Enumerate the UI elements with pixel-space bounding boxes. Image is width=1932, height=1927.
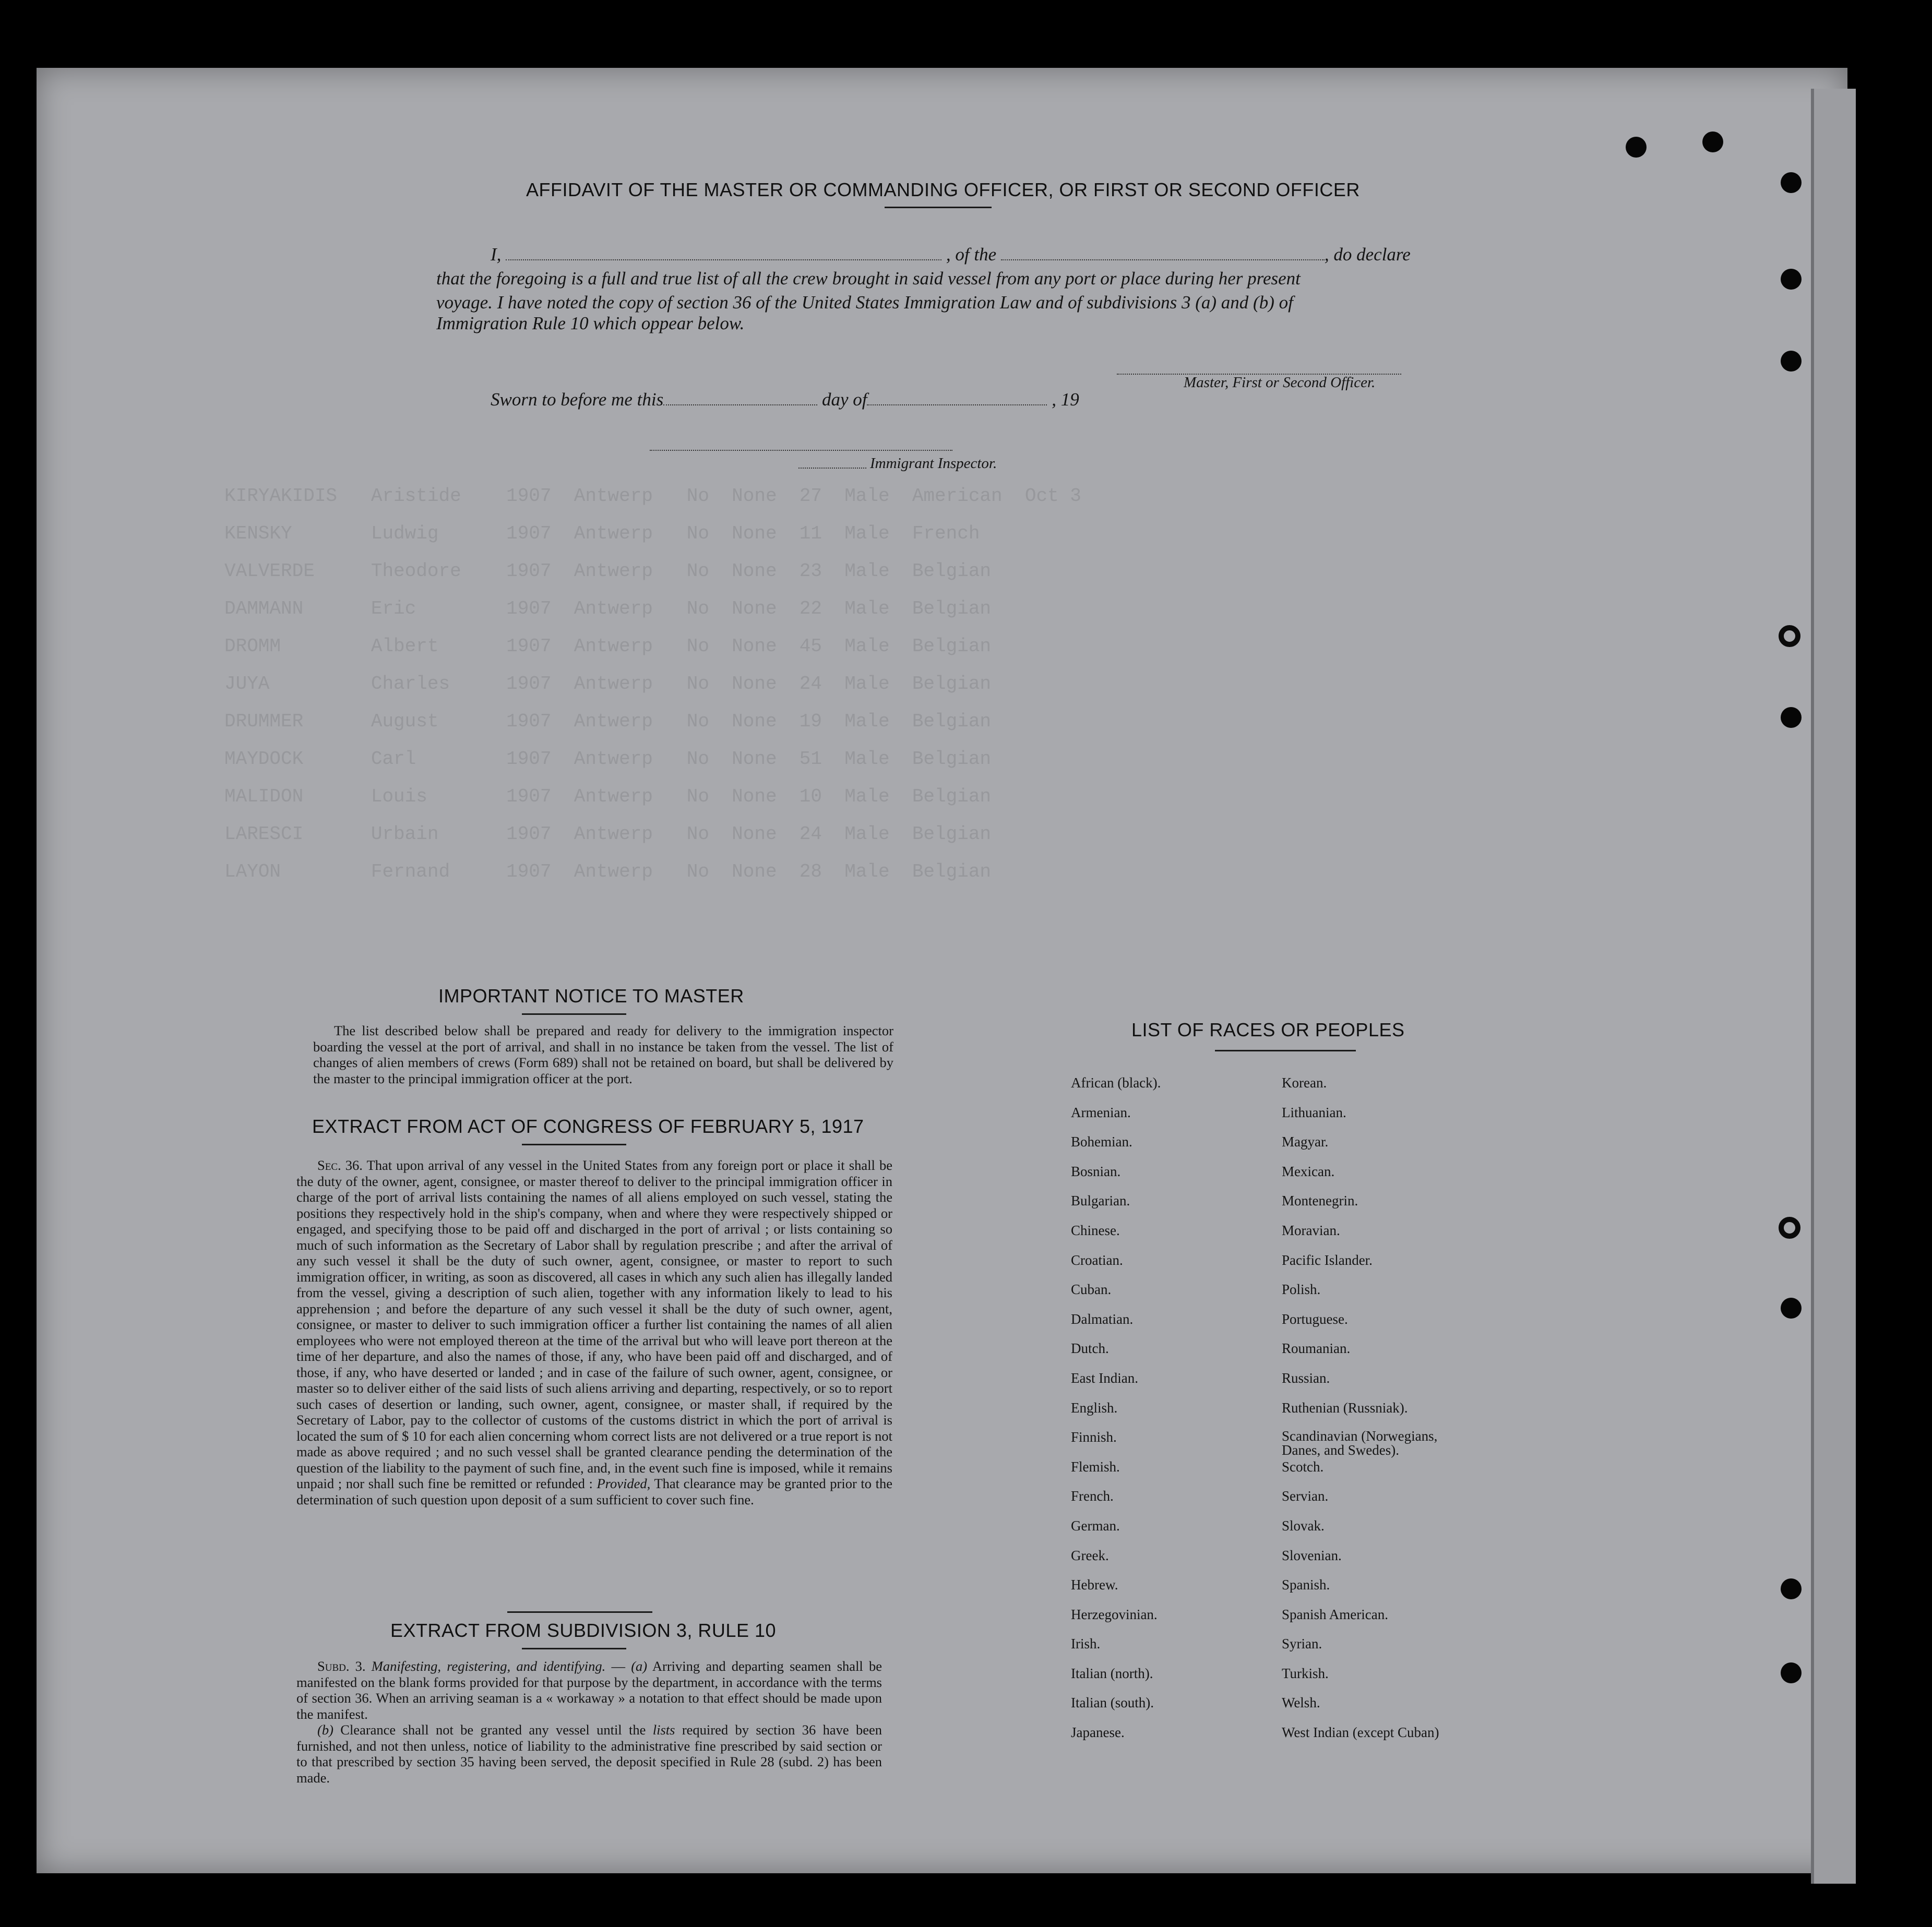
do-declare-label: , do declare: [1324, 244, 1411, 265]
races-title: LIST OF RACES OR PEOPLES: [1131, 1019, 1405, 1040]
of-the-label: , of the: [946, 244, 997, 265]
punch-hole: [1781, 351, 1802, 372]
notice-text: [313, 1023, 893, 1086]
race-item: Portuguese.: [1282, 1311, 1348, 1327]
rule-title: EXTRACT FROM SUBDIVISION 3, RULE 10: [390, 1620, 776, 1641]
race-item: Dalmatian.: [1071, 1311, 1134, 1327]
punch-hole: [1779, 625, 1800, 647]
race-item: Italian (north).: [1071, 1665, 1153, 1681]
notice-title: IMPORTANT NOTICE TO MASTER: [438, 985, 744, 1007]
section-36-text-end: That clearance may be granted prior to the determination of such question upon deposit of a sum sufficient to cover such fine.: [296, 1476, 893, 1507]
race-item: Ruthenian (Russniak).: [1282, 1399, 1408, 1416]
inspector-signature-field[interactable]: [650, 436, 952, 451]
subdivision-label: Subd. 3.: [317, 1658, 366, 1674]
declaration-line-3: voyage. I have noted the copy of section 36 of the United States Immigration Law and of subdivisions 3 (a) and (b) of: [436, 292, 1293, 313]
race-item: Croatian.: [1071, 1252, 1123, 1268]
race-item: Italian (south).: [1071, 1695, 1154, 1711]
race-item: Pacific Islander.: [1282, 1252, 1373, 1268]
clause-b-lists: lists: [652, 1722, 675, 1738]
race-item: Roumanian.: [1282, 1340, 1351, 1357]
race-item: West Indian (except Cuban): [1282, 1725, 1439, 1741]
subdivision-heading: Manifesting, registering, and identifying.: [371, 1658, 606, 1674]
clause-b-text: Clearance shall not be granted any vessel until the: [340, 1722, 646, 1738]
race-item: Lithuanian.: [1282, 1104, 1346, 1120]
race-item: Slovak.: [1282, 1517, 1325, 1534]
clause-b-label: (b): [317, 1722, 333, 1738]
race-item: Mexican.: [1282, 1163, 1335, 1179]
race-item: Flemish.: [1071, 1458, 1120, 1475]
title-rule: [1215, 1050, 1356, 1051]
title-rule: [522, 1648, 626, 1649]
race-item: Turkish.: [1282, 1665, 1329, 1681]
punch-hole: [1781, 172, 1802, 193]
race-item: Russian.: [1282, 1370, 1330, 1386]
race-item: African (black).: [1071, 1075, 1161, 1091]
race-item: Polish.: [1282, 1282, 1321, 1298]
race-item: Chinese.: [1071, 1222, 1120, 1238]
race-item: Japanese.: [1071, 1725, 1125, 1741]
section-36-text: That upon arrival of any vessel in the United States from any foreign port or place it shall be the duty of the owner, agent, consignee, or master thereof to deliver to the principal immigration officer in charge of the port of arrival lists containing the names of all aliens employed on such vessel, stating the positions they respectively hold in the ship's company, when and where they were respectively shipped or engaged, and specifying those to be paid off and discharged in the port of arrival ; or lists containing so much of such information as the Secretary of Labor shall by regulation prescribe ; and after the arrival of any such vessel it shall be the duty of such owner, agent, consignee, or master to report to such immigration officer, in writing, as soon as discovered, all cases in which any such alien has illegally landed from the vessel, giving a description of such alien, together with any information likely to lead to his apprehension ; and before the departure of any such vessel it shall be the duty of such owner, agent, consignee, or master to deliver to such immigration officer a further list containing the names of all alien employees who were not employed thereon at the time of the arrival but who will leave port thereon at the time of her departure, and also the names of those, if any, who have been paid off and discharged, and of those, if any, who have deserted or landed ; and in case of the failure of such owner, agent, consignee, or master so to deliver either of the said lists of such aliens arriving and departing, respectively, or so to report such cases of desertion or landing, such owner, agent, consignee, or master shall, if required by the Secretary of Labor, pay to the collector of customs of the customs district in which the port of arrival is located the sum of $ 10 for each alien concerning whom correct lists are not delivered or a true report is not made as above required ; and no such vessel shall be granted clearance pending the determination of the question of the liability to the payment of such fine, and, in the event such fine is imposed, while it remains unpaid ; nor shall such fine be remitted or refunded :: [296, 1157, 892, 1491]
page-edge: [1811, 89, 1856, 1884]
race-item: Greek.: [1071, 1547, 1109, 1563]
inspector-signature-field-2[interactable]: [798, 454, 866, 469]
race-item: Finnish.: [1071, 1429, 1117, 1445]
rule-text: Subd. 3. Manifesting, registering, and identifying. — (a) Arriving and departing seamen shall be manifested on the blank forms provided for that purpose by the department, in accordance with the terms of section 36. When an arriving seaman is a « workaway » a notation to that effect should be made upon the manifest. (b) Clearance shall not be granted any vessel until the lists required by section 36 have been furnished, and not then unless, notice of liability to the administrative fine prescribed by said section or to that prescribed by section 35 having been served, the deposit specified in Rule 28 (subd. 2) has been made.: [296, 1658, 882, 1786]
sworn-day-field[interactable]: [663, 391, 817, 405]
race-item: Armenian.: [1071, 1104, 1131, 1120]
title-rule: [522, 1013, 626, 1015]
bleed-through-ghost-text: KIRYAKIDIS Aristide 1907 Antwerp No None 27 Male American Oct 3 KENSKY Ludwig 1907 Antwerp No None 11 Male French VALVERDE Theodore 1907 Antwerp No None 23 Male Belgian DAMMANN Eric 1907 Antwerp No None 22 Male Belgian DROMM Albert 1907 Antwerp No None 45 Male Belgian JUYA Charles 1907 Antwerp No None 24 Male Belgian DRUMMER August 1907 Antwerp No None 19 Male Belgian MAYDOCK Carl 1907 Antwerp No None 51 Male Belgian MALIDON Louis 1907 Antwerp No None 10 Male Belgian LARESCI Urbain 1907 Antwerp No None 24 Male Belgian LAYON Fernand 1907 Antwerp No None 28 Male Belgian: [224, 485, 1081, 882]
race-item: Montenegrin.: [1282, 1193, 1358, 1209]
race-item: Scandinavian (Norwegians, Danes, and Swedes).: [1282, 1428, 1438, 1458]
declaration-line-4: Immigration Rule 10 which oppear below.: [436, 313, 745, 333]
sworn-line: [491, 389, 1079, 410]
race-item: Irish.: [1071, 1636, 1101, 1652]
race-item: Cuban.: [1071, 1282, 1112, 1298]
race-item: Moravian.: [1282, 1222, 1340, 1238]
punch-hole: [1781, 1662, 1802, 1683]
sworn-label: Sworn to before me this: [491, 389, 664, 410]
act-text: [296, 1157, 892, 1507]
race-item: Slovenian.: [1282, 1547, 1342, 1563]
manifest-page: [37, 68, 1847, 1873]
race-item: Bulgarian.: [1071, 1193, 1130, 1209]
title-rule: [522, 1144, 626, 1145]
punch-hole: [1781, 1578, 1802, 1599]
day-of-label: day of: [821, 389, 867, 410]
race-item: Scotch.: [1282, 1458, 1324, 1475]
punch-hole: [1781, 269, 1802, 290]
inspector-label: Immigrant Inspector.: [870, 455, 997, 472]
race-item: Spanish.: [1282, 1577, 1330, 1593]
punch-hole: [1626, 137, 1647, 158]
race-item: Herzegovinian.: [1071, 1606, 1158, 1622]
race-item: Magyar.: [1282, 1134, 1329, 1150]
race-item: English.: [1071, 1399, 1118, 1416]
declaration-line-1: [491, 244, 1411, 265]
master-signature-label: Master, First or Second Officer.: [1184, 374, 1376, 391]
clause-b-text-2: required by section 36 have been furnished, and not then unless, notice of liability to the administrative fine prescribed by said section or to that prescribed by section 35 having been served, the deposit specified in Rule 28 (subd. 2) has been made.: [296, 1722, 882, 1786]
race-item: Dutch.: [1071, 1340, 1109, 1357]
title-rule: [885, 207, 992, 208]
race-item: Bohemian.: [1071, 1134, 1132, 1150]
act-title: EXTRACT FROM ACT OF CONGRESS OF FEBRUARY 5, 1917: [312, 1116, 864, 1137]
race-item: Hebrew.: [1071, 1577, 1118, 1593]
master-signature-field[interactable]: [1117, 360, 1401, 375]
races-right-column: [1282, 1075, 1454, 1754]
declarant-prefix: I,: [491, 244, 502, 265]
punch-hole: [1781, 707, 1802, 728]
section-rule: [507, 1611, 652, 1613]
declaration-line-2: that the foregoing is a full and true list of all the crew brought in said vessel from any port or place during her present: [436, 268, 1301, 289]
section-label: Sec. 36.: [317, 1157, 363, 1173]
year-label: , 19: [1052, 389, 1079, 410]
provided-label: Provided,: [597, 1476, 651, 1491]
race-item: East Indian.: [1071, 1370, 1138, 1386]
race-item: Syrian.: [1282, 1636, 1322, 1652]
punch-hole: [1702, 131, 1723, 152]
affidavit-title: AFFIDAVIT OF THE MASTER OR COMMANDING OFFICER, OR FIRST OR SECOND OFFICER: [526, 179, 1360, 200]
punch-hole: [1781, 1298, 1802, 1319]
race-item: Servian.: [1282, 1488, 1329, 1504]
race-item: Spanish American.: [1282, 1606, 1388, 1622]
race-item: Welsh.: [1282, 1695, 1320, 1711]
punch-hole: [1779, 1217, 1800, 1239]
clause-a-label: (a): [631, 1658, 648, 1674]
clause-a-text: Arriving and departing seamen shall be manifested on the blank forms provided for that purpose by the department, in accordance with the terms of section 36. When an arriving seaman is a « workaway » a notation to that effect should be made upon the manifest.: [296, 1658, 882, 1722]
declarant-name-field[interactable]: [506, 246, 941, 260]
race-item: Korean.: [1282, 1075, 1327, 1091]
race-item: French.: [1071, 1488, 1114, 1504]
vessel-field[interactable]: [1001, 246, 1325, 260]
race-item: Bosnian.: [1071, 1163, 1121, 1179]
race-item: German.: [1071, 1517, 1120, 1534]
sworn-month-field[interactable]: [867, 391, 1047, 405]
races-left-column: [1071, 1075, 1161, 1754]
notice-paragraph: The list described below shall be prepared and ready for delivery to the immigration inspector boarding the vessel at the port of arrival, and shall in no instance be taken from the vessel. The list of changes of alien members of crews (Form 689) shall not be retained on board, but shall be delivered by the master to the principal immigration officer at the port.: [313, 1023, 893, 1086]
